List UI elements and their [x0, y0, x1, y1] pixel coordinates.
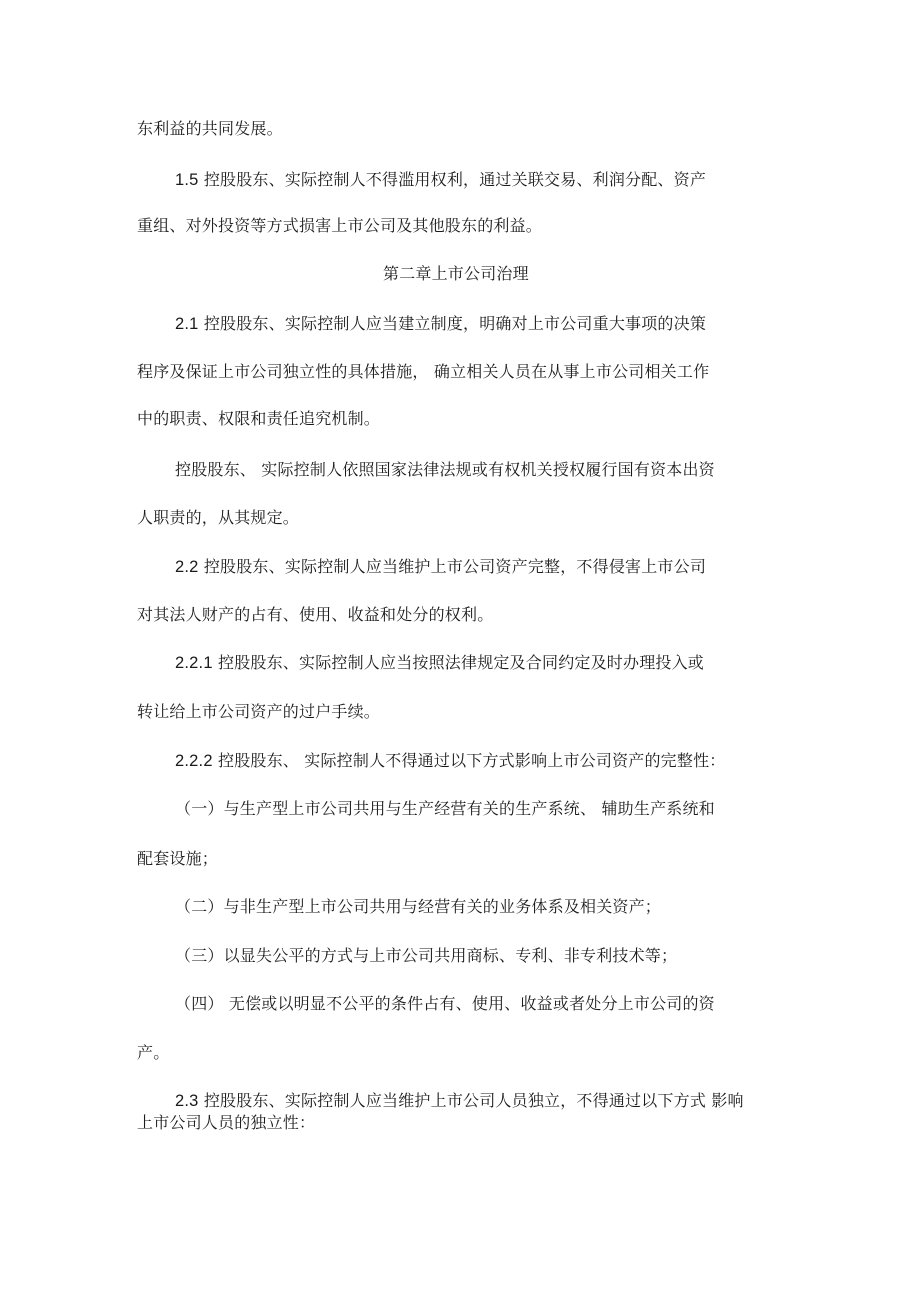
clause-2-2-1-line	[175, 653, 704, 673]
line-text: 控股股东、实际控制人应当按照法律规定及合同约定及时办理投入或	[212, 653, 704, 672]
list-item-3-line	[175, 946, 677, 966]
list-item-1-line	[175, 799, 715, 819]
line-text: 人职责的，从其规定。	[137, 508, 300, 527]
paragraph-line	[137, 409, 380, 429]
chapter-title: 第二章上市公司治理	[383, 264, 529, 283]
line-text: 控股股东、 实际控制人不得通过以下方式影响上市公司资产的完整性：	[212, 751, 726, 770]
line-text: 控股股东、 实际控制人依照国家法律法规或有权机关授权履行国有资本出资	[175, 460, 715, 479]
paragraph-line	[137, 605, 493, 625]
paragraph-line	[137, 216, 542, 236]
clause-number: 1.5	[175, 171, 199, 189]
line-text: 程序及保证上市公司独立性的具体措施， 确立相关人员在从事上市公司相关工作	[137, 362, 710, 381]
line-text: 控股股东、实际控制人应当建立制度，明确对上市公司重大事项的决策	[198, 314, 707, 333]
line-text: （一）与生产型上市公司共用与生产经营有关的生产系统、 辅助生产系统和	[175, 799, 715, 818]
list-item-2-line	[175, 897, 661, 917]
paragraph-line	[137, 508, 299, 528]
paragraph-line	[137, 702, 380, 722]
clause-number: 2.2	[175, 558, 199, 576]
paragraph-line	[137, 119, 283, 139]
line-text: 配套设施；	[137, 849, 219, 868]
paragraph-line	[137, 362, 709, 382]
line-text: （二）与非生产型上市公司共用与经营有关的业务体系及相关资产；	[175, 897, 662, 916]
paragraph-line	[175, 460, 715, 480]
clause-2-3-line	[175, 1091, 744, 1111]
paragraph-line	[137, 849, 218, 869]
paragraph-line	[137, 1043, 169, 1063]
clause-number: 2.2.1	[175, 654, 213, 672]
line-text: 重组、对外投资等方式损害上市公司及其他股东的利益。	[137, 216, 543, 235]
line-text: （三）以显失公平的方式与上市公司共用商标、专利、非专利技术等；	[175, 946, 678, 965]
clause-number: 2.2.2	[175, 752, 213, 770]
clause-1-5-line	[175, 170, 706, 190]
line-text: 控股股东、实际控制人不得滥用权利，通过关联交易、利润分配、资产	[198, 170, 707, 189]
line-text: 东利益的共同发展。	[137, 119, 283, 138]
line-text: 产。	[137, 1043, 170, 1062]
paragraph-line	[137, 1113, 315, 1133]
line-text: 控股股东、实际控制人应当维护上市公司人员独立，不得通过以下方式 影响	[198, 1091, 744, 1110]
clause-2-2-line	[175, 557, 706, 577]
line-text: 对其法人财产的占有、使用、收益和处分的权利。	[137, 605, 494, 624]
clause-number: 2.3	[175, 1092, 199, 1110]
line-text: 上市公司人员的独立性：	[137, 1113, 316, 1132]
line-text: 中的职责、权限和责任追究机制。	[137, 409, 381, 428]
clause-number: 2.1	[175, 315, 199, 333]
line-text: 控股股东、实际控制人应当维护上市公司资产完整，不得侵害上市公司	[198, 557, 707, 576]
line-text: 转让给上市公司资产的过户手续。	[137, 702, 381, 721]
chapter-heading	[383, 264, 529, 284]
list-item-4-line	[175, 994, 715, 1014]
line-text: （四） 无偿或以明显不公平的条件占有、使用、收益或者处分上市公司的资	[175, 994, 715, 1013]
clause-2-1-line	[175, 314, 706, 334]
clause-2-2-2-line	[175, 751, 725, 771]
